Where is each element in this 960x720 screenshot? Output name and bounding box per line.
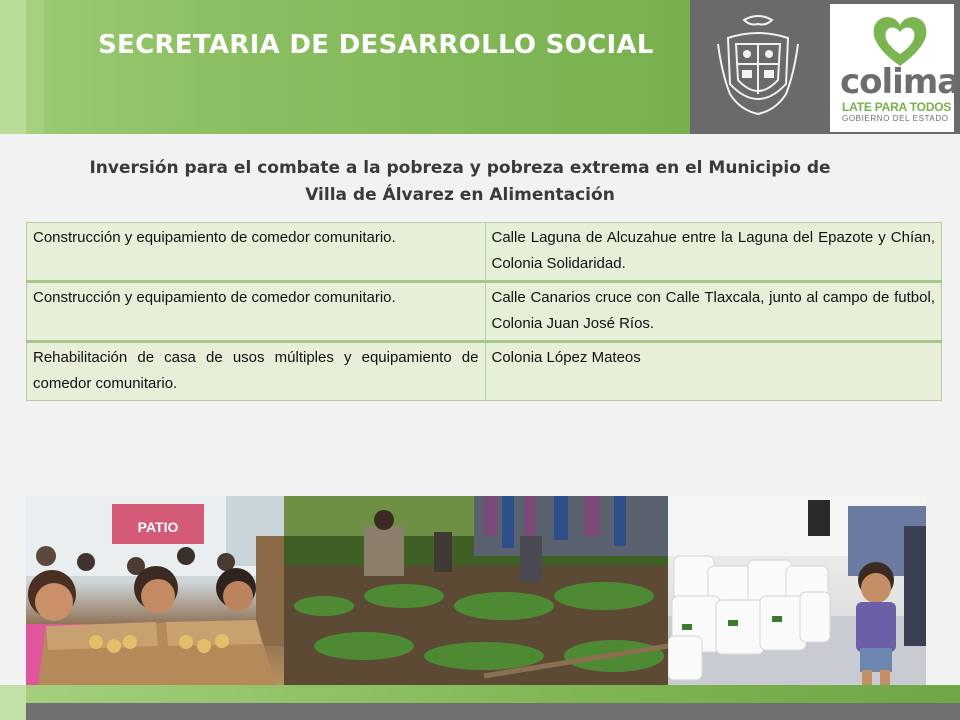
header-stripe <box>26 0 44 134</box>
logo-subtitle: GOBIERNO DEL ESTADO <box>842 114 949 123</box>
header-stripe <box>0 0 26 134</box>
location-cell: Colonia López Mateos <box>485 342 942 401</box>
table-row <box>27 282 942 342</box>
projects-table <box>26 222 942 401</box>
heart-logo-icon <box>870 12 930 68</box>
section-heading <box>60 155 860 209</box>
footer-stripe <box>0 685 26 720</box>
logo-tagline: LATE PARA TODOS <box>842 100 952 114</box>
footer-gray-bar <box>0 703 960 720</box>
heading-line: Inversión para el combate a la pobreza y pobreza extrema en el Municipio de <box>89 158 831 178</box>
page-title: SECRETARIA DE DESARROLLO SOCIAL <box>98 30 654 60</box>
children-with-chicks-photo <box>26 496 284 685</box>
footer-green-bar <box>0 685 960 703</box>
location-cell: Calle Canarios cruce con Calle Tlaxcala, junto al campo de futbol, Colonia Juan José Ríos. <box>485 282 942 342</box>
colima-logo <box>830 4 960 132</box>
table-row <box>27 342 942 401</box>
location-cell: Calle Laguna de Alcuzahue entre la Laguna del Epazote y Chían, Colonia Solidaridad. <box>485 223 942 282</box>
heading-line: Villa de Álvarez en Alimentación <box>305 185 615 205</box>
logo-wordmark: colima <box>840 62 960 102</box>
header-green-panel <box>0 0 690 134</box>
project-cell: Construcción y equipamiento de comedor comunitario. <box>27 223 486 282</box>
project-cell: Construcción y equipamiento de comedor comunitario. <box>27 282 486 342</box>
photo-strip <box>26 496 926 685</box>
header-banner <box>0 0 960 134</box>
photo-sign-text: PATIO <box>137 519 179 535</box>
state-coat-of-arms-icon <box>714 14 802 118</box>
table-row <box>27 223 942 282</box>
garden-workers-photo <box>284 496 668 685</box>
project-cell: Rehabilitación de casa de usos múltiples y equipamiento de comedor comunitario. <box>27 342 486 401</box>
food-bags-child-photo <box>668 496 926 685</box>
